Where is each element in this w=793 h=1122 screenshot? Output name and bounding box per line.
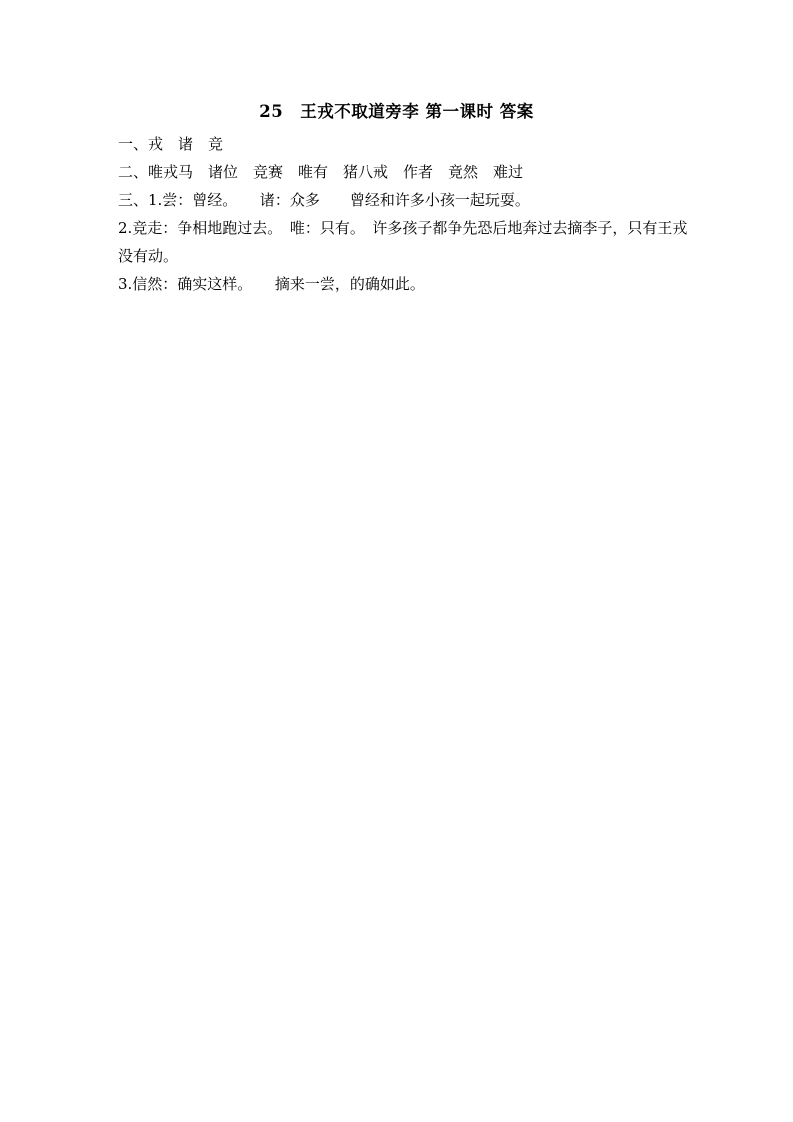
answer-line-4: 2.竞走：争相地跑过去。 唯：只有。 许多孩子都争先恐后地奔过去摘李子，只有王戎没有动。 [118, 219, 688, 265]
answer-body [118, 130, 688, 298]
answer-line-2: 二、唯戎马 诸位 竞赛 唯有 猪八戒 作者 竟然 难过 [118, 163, 524, 181]
answer-line-5: 3.信然：确实这样。 摘来一尝，的确如此。 [118, 275, 425, 293]
answer-line-3: 三、1.尝：曾经。 诸：众多 曾经和许多小孩一起玩耍。 [118, 191, 530, 209]
page-title: 25 王戎不取道旁李 第一课时 答案 [259, 102, 534, 121]
answer-line-1: 一、戎 诸 竞 [118, 135, 224, 153]
